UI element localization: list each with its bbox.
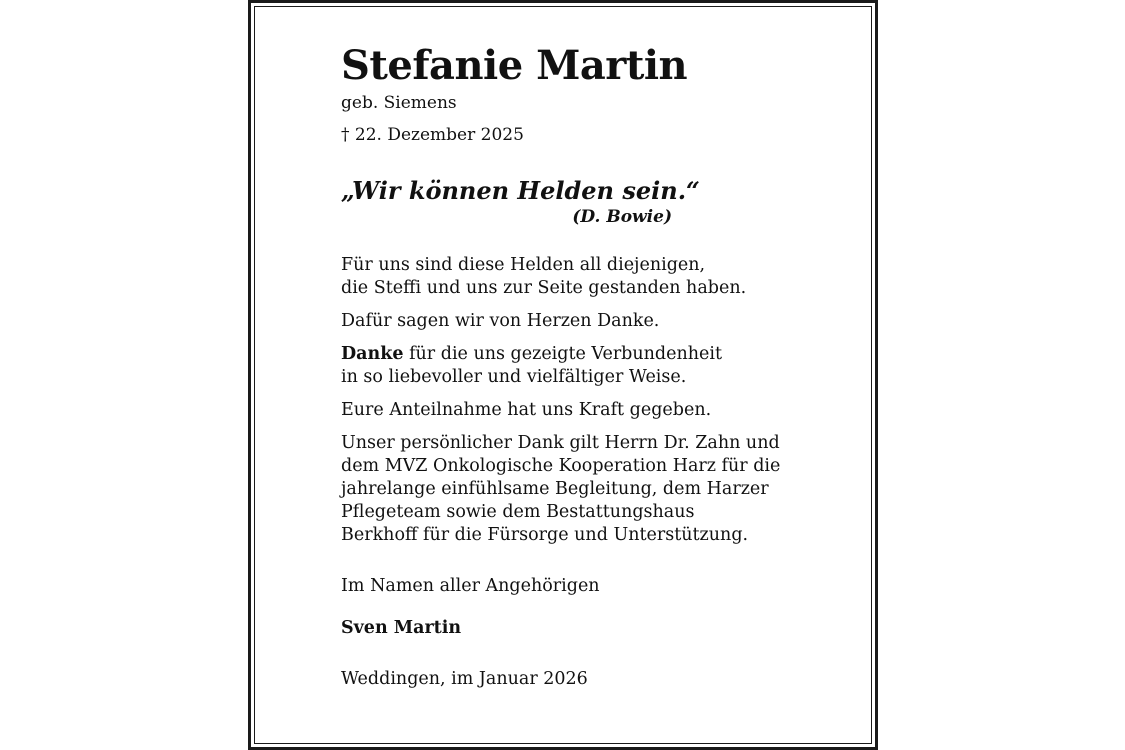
paragraph-anteilnahme: Eure Anteilnahme hat uns Kraft gegeben. — [341, 400, 712, 420]
danke-bold-word: Danke — [341, 344, 404, 364]
paragraph-verbundenheit-line-2: in so liebevoller und vielfältiger Weise. — [341, 367, 687, 387]
paragraph-helden-line-1: Für uns sind diese Helden all diejenigen, — [341, 255, 706, 275]
paragraph-verbundenheit-line-1: für die uns gezeigte Verbundenheit — [403, 344, 723, 364]
notice-content — [341, 42, 811, 691]
notice-body — [341, 254, 811, 691]
paragraph-dank-line-1: Unser persönlicher Dank gilt Herrn Dr. Zahn und — [341, 433, 780, 453]
paragraph-dank-line-2: dem MVZ Onkologische Kooperation Harz für die — [341, 456, 781, 476]
paragraph-dank-line-3: jahrelange einfühlsame Begleitung, dem Harzer — [341, 479, 769, 499]
paragraph-verbundenheit — [341, 343, 811, 389]
deceased-name: Stefanie Martin — [341, 42, 688, 89]
signer-name: Sven Martin — [341, 618, 462, 638]
quote: „Wir können Helden sein.“ — [341, 176, 700, 205]
closing-line: Im Namen aller Angehörigen — [341, 576, 600, 596]
quote-author: (D. Bowie) — [572, 207, 672, 227]
paragraph-helden — [341, 254, 811, 300]
paragraph-persoenlicher-dank — [341, 432, 811, 547]
paragraph-dank-line-5: Berkhoff für die Fürsorge und Unterstützung. — [341, 525, 749, 545]
death-date: † 22. Dezember 2025 — [341, 125, 524, 145]
place-and-date: Weddingen, im Januar 2026 — [341, 669, 588, 689]
paragraph-danke-herzen: Dafür sagen wir von Herzen Danke. — [341, 311, 660, 331]
paragraph-helden-line-2: die Steffi und uns zur Seite gestanden haben. — [341, 278, 747, 298]
birth-name: geb. Siemens — [341, 93, 457, 113]
paragraph-dank-line-4: Pflegeteam sowie dem Bestattungshaus — [341, 502, 695, 522]
